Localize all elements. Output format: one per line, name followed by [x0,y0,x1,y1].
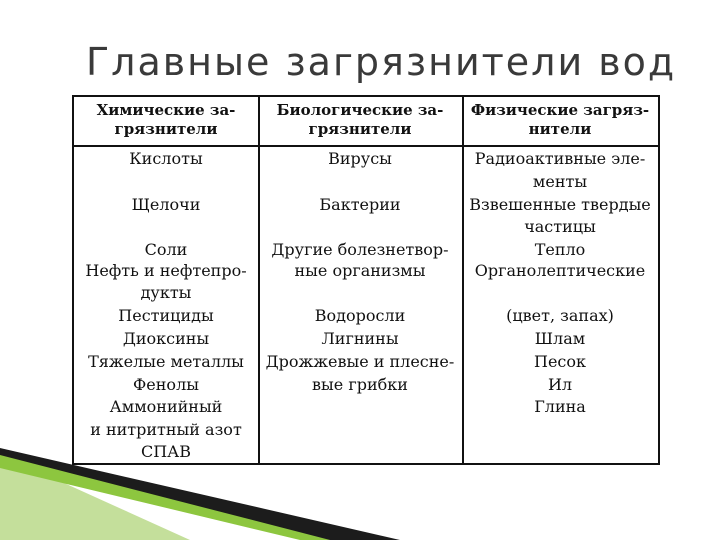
slide-title: Главные загрязнители вод [86,40,677,84]
cell-text: Тепло [534,240,586,259]
cell-text: Вирусы [328,149,392,168]
cell-text: Кислоты [129,149,203,168]
cell-text: Другие болезнетвор- [271,240,449,259]
cell-text: Органолептические [474,261,646,280]
cell-text: Радиоактивные эле- [474,149,646,168]
cell-text: Дрожжевые и плесне- [265,352,455,371]
cell-text: ные организмы [294,261,426,280]
header-physical [462,97,658,147]
cell-text: менты [532,172,588,191]
cell-text: Ил [547,375,573,394]
cell-text: Фенолы [133,375,199,394]
cell-text: Пестициды [118,306,214,325]
cell-text: Бактерии [319,195,401,214]
header-physical-line-1: Физические загряз- [470,101,650,119]
column-biological [258,97,464,463]
cell-text: Песок [533,352,586,371]
cell-text: (цвет, запах) [506,306,614,325]
cell-text: Щелочи [131,195,201,214]
header-chemical-line-1: Химические за- [96,101,236,119]
cell-text: Водоросли [314,306,406,325]
decorative-swoosh [0,440,720,540]
cell-text: Соли [144,240,188,259]
cell-text: Тяжелые металлы [88,352,244,371]
cell-text: Лигнины [321,329,399,348]
cell-text: Глина [534,397,586,416]
cell-text: частицы [524,217,596,236]
cell-text: Нефть и нефтепро- [85,261,247,280]
column-chemical [74,97,260,463]
column-physical [462,97,658,463]
cell-text: Взвешенные твердые [469,195,651,214]
cell-text: СПАВ [140,442,192,461]
header-physical-line-2: нители [528,120,592,138]
cell-text: вые грибки [312,375,408,394]
cell-text: Диоксины [122,329,210,348]
header-chemical [74,97,258,147]
header-chemical-line-2: грязнители [114,120,218,138]
pollutants-table [72,95,660,465]
header-biological-line-2: грязнители [308,120,412,138]
cell-text: Аммонийный [109,397,223,416]
cell-text: дукты [140,283,192,302]
cell-text: Шлам [534,329,586,348]
cell-text: и нитритный азот [90,420,242,439]
header-biological [258,97,462,147]
header-biological-line-1: Биологические за- [276,101,444,119]
